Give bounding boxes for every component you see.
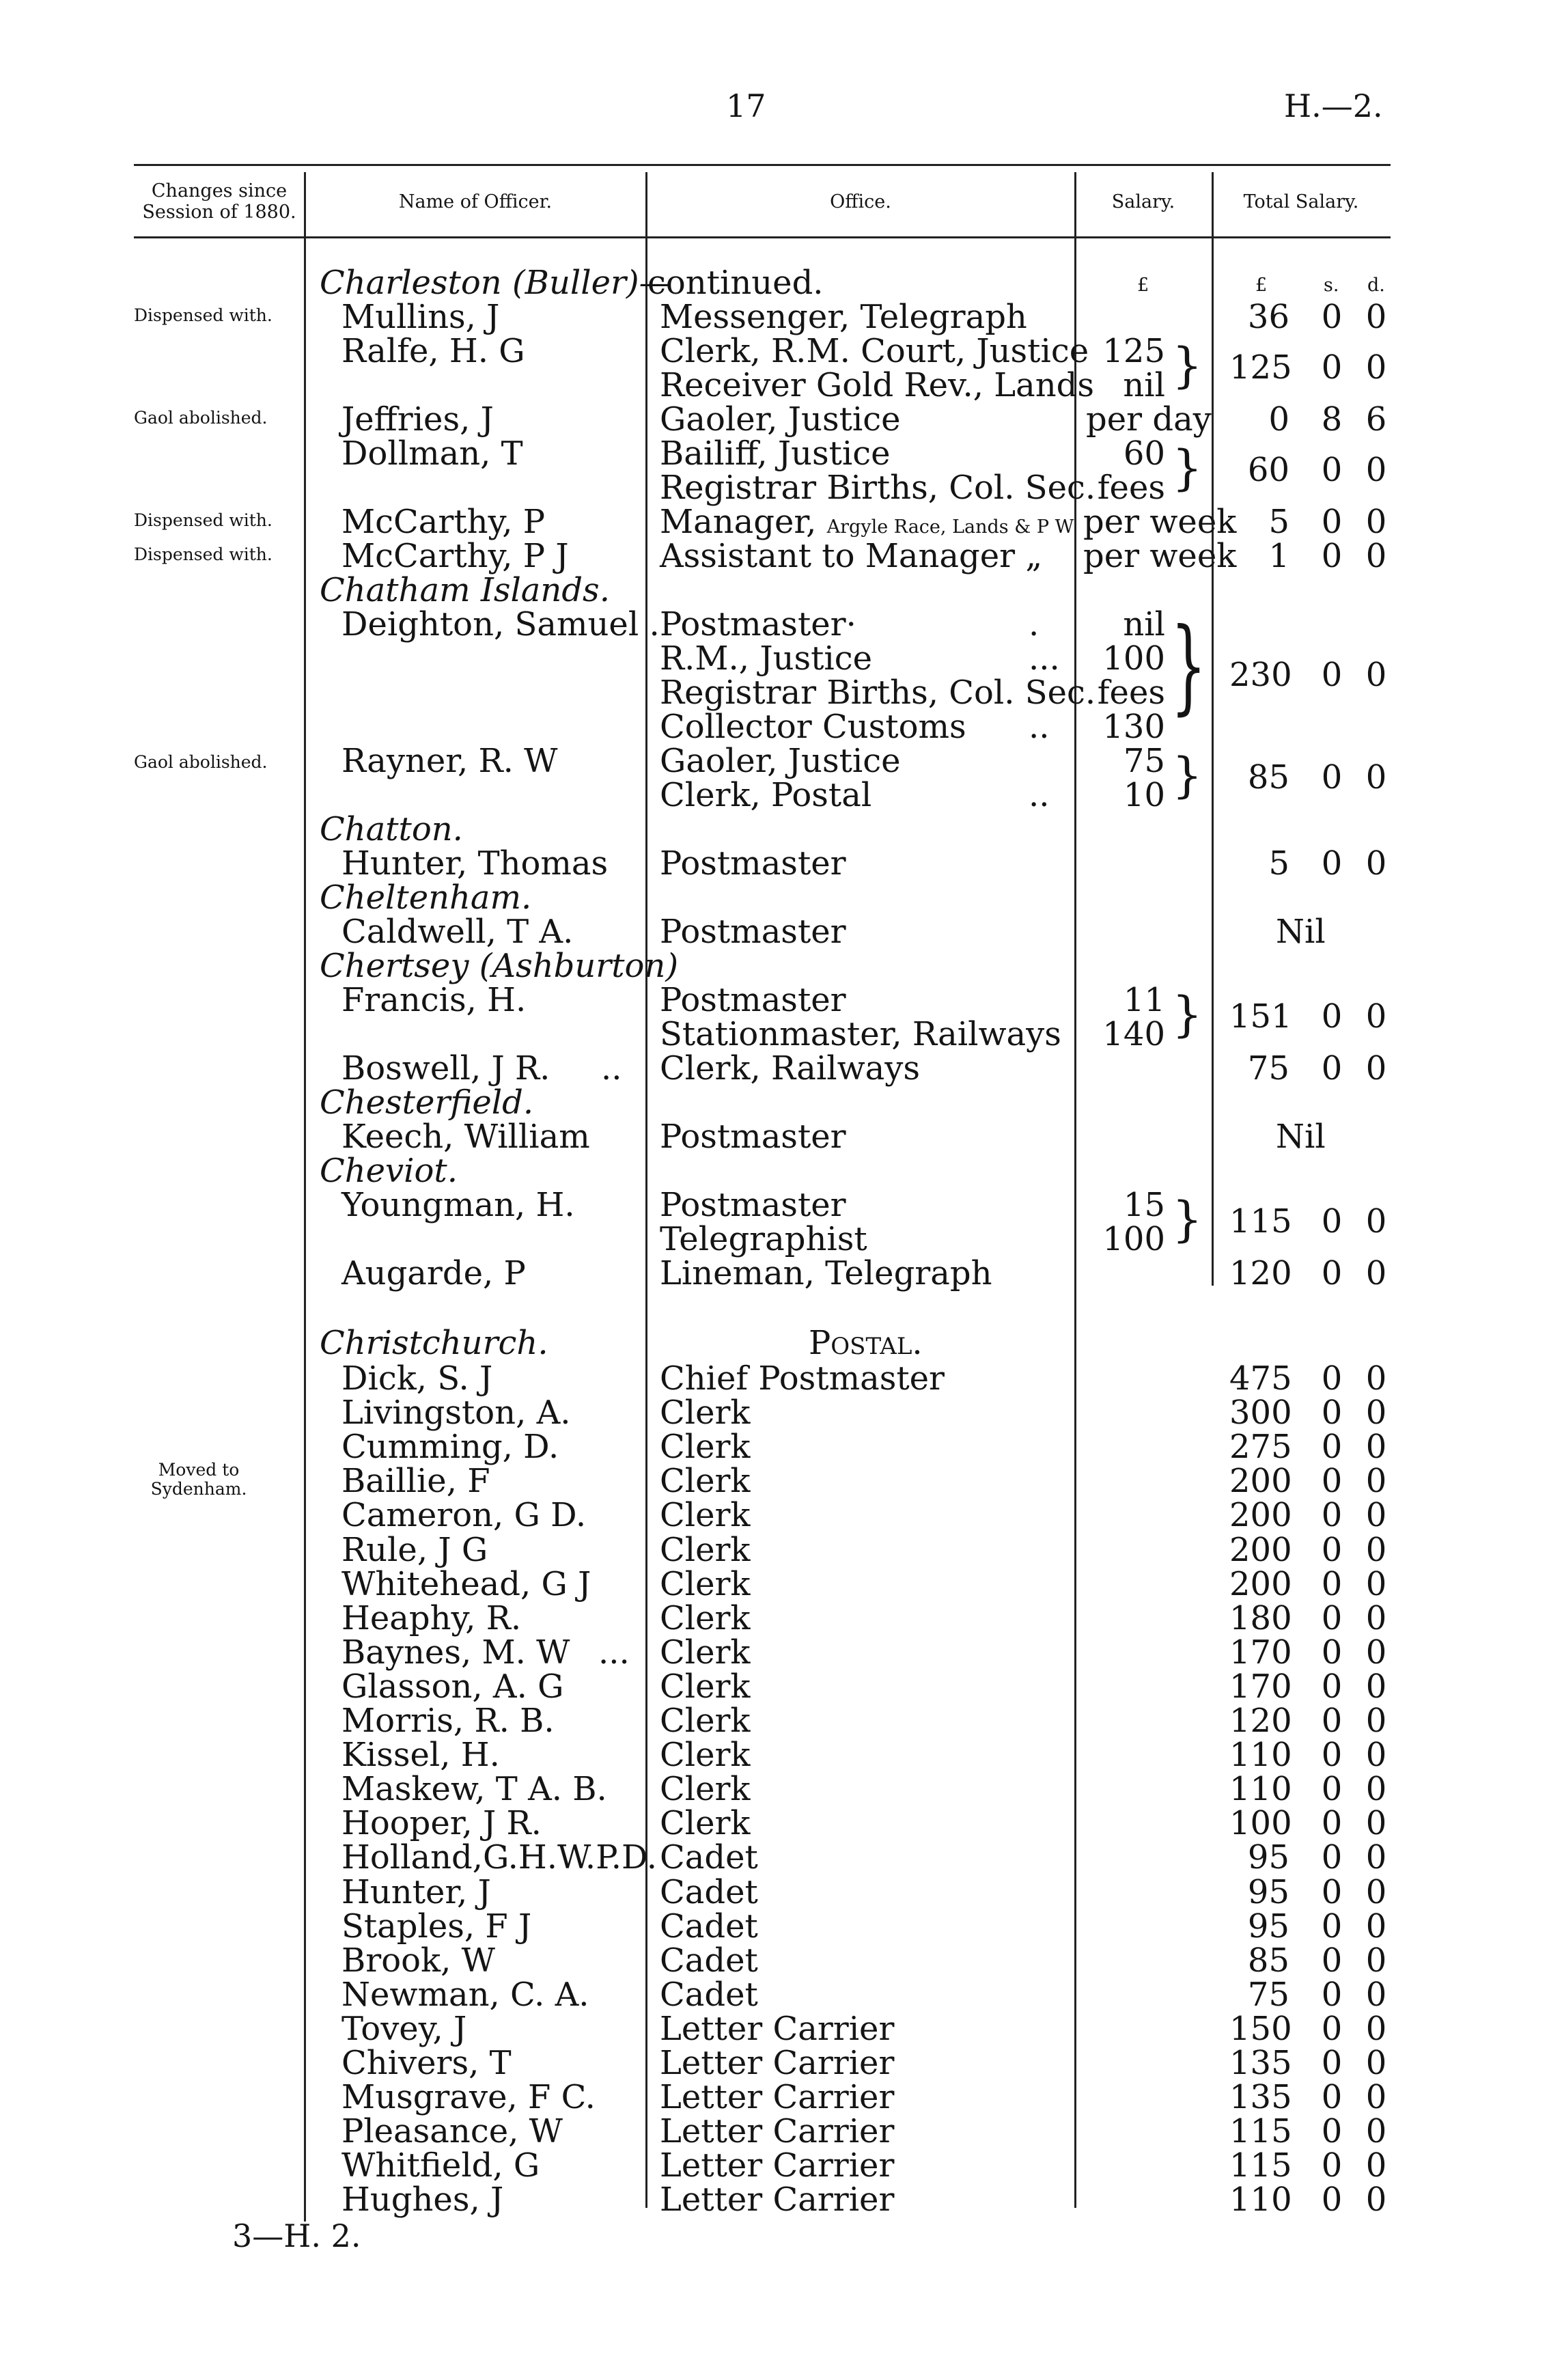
officer-name: Holland,G.H.W.P.D.	[341, 1838, 658, 1877]
col-office-heading: Office.	[830, 191, 891, 212]
total-shillings: 0	[1321, 1838, 1343, 1877]
officer-name: Musgrave, F C.	[341, 2078, 596, 2116]
total-pounds: 135	[1229, 2078, 1292, 2116]
total-shillings: 0	[1321, 503, 1343, 541]
officer-name: McCarthy, P	[341, 503, 546, 541]
total-pence: 0	[1365, 1202, 1387, 1241]
office: Messenger, Telegraph	[660, 298, 1027, 336]
column-divider-salary	[1212, 172, 1214, 1286]
total-shillings: 0	[1321, 1531, 1343, 1569]
salary-pound-symbol: £	[1137, 275, 1149, 296]
salary: 130	[1102, 708, 1165, 746]
pence-symbol: d.	[1367, 275, 1385, 296]
total-shillings: 0	[1321, 1428, 1343, 1466]
office: Postmaster·	[660, 605, 856, 644]
total-pounds: 95	[1247, 1907, 1289, 1946]
total-shillings: 0	[1321, 1202, 1343, 1241]
officer-name: Boswell, J R.	[341, 1049, 550, 1088]
officer-name: Morris, R. B.	[341, 1702, 555, 1740]
col-name-heading: Name of Officer.	[398, 191, 553, 212]
total-pence: 0	[1365, 997, 1387, 1036]
leader-dots: ...	[598, 1633, 630, 1672]
change-note: Dispensed with.	[134, 510, 273, 530]
total-pounds: 120	[1229, 1254, 1292, 1292]
salary: 100	[1102, 639, 1165, 678]
total-shillings: 0	[1321, 1049, 1343, 1088]
total-pence: 0	[1365, 503, 1387, 541]
office: Clerk	[660, 1668, 751, 1706]
total-pounds: 95	[1247, 1838, 1289, 1877]
total-pounds: 180	[1229, 1599, 1292, 1637]
total-pence: 0	[1365, 2010, 1387, 2048]
section-heading: Christchurch.	[320, 1324, 548, 1362]
column-divider-changes	[304, 172, 306, 2222]
total-pounds: 75	[1247, 1049, 1289, 1088]
total-shillings: 0	[1321, 537, 1343, 575]
salary: 11	[1123, 981, 1165, 1019]
total-pounds: 150	[1229, 2010, 1292, 2048]
total-pence: 0	[1365, 1565, 1387, 1603]
salary: 75	[1123, 742, 1165, 780]
total-shillings: 0	[1321, 2044, 1343, 2082]
total-pounds: 110	[1229, 1736, 1292, 1774]
office: Clerk	[660, 1531, 751, 1569]
total-pence: 0	[1365, 758, 1387, 797]
officer-name: Cameron, G D.	[341, 1496, 587, 1534]
officer-name: Baynes, M. W	[341, 1633, 570, 1672]
total-pounds: 135	[1229, 2044, 1292, 2082]
report-code: H.—2.	[1284, 87, 1383, 124]
office: Postmaster	[660, 1118, 846, 1156]
total-pence: 0	[1365, 2112, 1387, 2150]
office: Letter Carrier	[660, 2181, 895, 2219]
total-pounds: 275	[1229, 1428, 1292, 1466]
total-shillings: 0	[1321, 997, 1343, 1036]
total-shillings: 0	[1321, 2146, 1343, 2185]
total-pence: 0	[1365, 1838, 1387, 1877]
total-pence: 0	[1365, 298, 1387, 336]
total-shillings: 0	[1321, 451, 1343, 489]
total-pence: 0	[1365, 2181, 1387, 2219]
officer-name: Maskew, T A. B.	[341, 1770, 607, 1808]
salary: 15	[1123, 1186, 1165, 1224]
officer-name: Augarde, P	[341, 1254, 526, 1292]
total-pence: 0	[1365, 451, 1387, 489]
office: Postmaster	[660, 1186, 846, 1224]
office: Stationmaster, Railways	[660, 1015, 1061, 1053]
total-pence: 0	[1365, 1976, 1387, 2014]
total-pence: 6	[1365, 400, 1387, 439]
office: Telegraphist	[660, 1220, 867, 1258]
salary: per day	[1086, 400, 1212, 439]
officer-name: Whitehead, G J	[341, 1565, 591, 1603]
officer-name: Cumming, D.	[341, 1428, 559, 1466]
total-pence: 0	[1365, 348, 1387, 387]
office: Cadet	[660, 1976, 758, 2014]
total-pounds: 110	[1229, 2181, 1292, 2219]
officer-name: Caldwell, T A.	[341, 913, 574, 951]
office: Chief Postmaster	[660, 1359, 945, 1398]
header-bottom-rule	[134, 236, 1391, 238]
brace-icon: }	[1172, 1191, 1203, 1247]
office: Cadet	[660, 1873, 758, 1911]
total-shillings: 0	[1321, 1976, 1343, 2014]
office: Assistant to Manager „	[660, 537, 1043, 575]
total-pounds: 75	[1247, 1976, 1289, 2014]
officer-name: Francis, H.	[341, 981, 527, 1019]
total-pence: 0	[1365, 1462, 1387, 1500]
officer-name: McCarthy, P J	[341, 537, 569, 575]
total-pounds: 36	[1247, 298, 1289, 336]
officer-name: Staples, F J	[341, 1907, 532, 1946]
total-pence: 0	[1365, 1599, 1387, 1637]
total-shillings: 0	[1321, 1394, 1343, 1432]
officer-name: Hunter, J	[341, 1873, 491, 1911]
officer-name: Chivers, T	[341, 2044, 512, 2082]
officer-name: Livingston, A.	[341, 1394, 571, 1432]
total-pounds: 60	[1247, 451, 1289, 489]
total-pence: 0	[1365, 1254, 1387, 1292]
salary: per week	[1083, 537, 1237, 575]
total-shillings: 0	[1321, 2112, 1343, 2150]
total-pence: 0	[1365, 1633, 1387, 1672]
office	[660, 503, 1074, 541]
total-shillings: 0	[1321, 348, 1343, 387]
col-changes-heading: Changes since Session of 1880.	[142, 180, 296, 223]
total-pence: 0	[1365, 1049, 1387, 1088]
total-shillings: 0	[1321, 1633, 1343, 1672]
officer-name: Jeffries, J	[341, 400, 494, 439]
leader-dots: ..	[1029, 708, 1050, 746]
salary: 100	[1102, 1220, 1165, 1258]
header-top-rule	[134, 164, 1391, 166]
total-pounds: 170	[1229, 1668, 1292, 1706]
total-pence: 0	[1365, 844, 1387, 883]
office: Clerk	[660, 1462, 751, 1500]
officer-name: Mullins, J	[341, 298, 500, 336]
total-pence: 0	[1365, 1531, 1387, 1569]
office: Letter Carrier	[660, 2044, 895, 2082]
total-pounds: 115	[1229, 1202, 1292, 1241]
total-pounds: 110	[1229, 1770, 1292, 1808]
page-number: 17	[726, 87, 766, 124]
total-shillings: 0	[1321, 1254, 1343, 1292]
total-pounds: 5	[1268, 503, 1289, 541]
total-shillings: 0	[1321, 2010, 1343, 2048]
section-heading: Cheviot.	[320, 1152, 458, 1190]
salary: fees	[1097, 469, 1165, 507]
total-pence: 0	[1365, 2078, 1387, 2116]
total-pence: 0	[1365, 2044, 1387, 2082]
salary: 60	[1123, 434, 1165, 473]
total-shillings: 0	[1321, 1702, 1343, 1740]
leader-dots: .	[1029, 605, 1039, 644]
section-continued: continued.	[647, 264, 824, 302]
office: Collector Customs	[660, 708, 966, 746]
office: Letter Carrier	[660, 2112, 895, 2150]
brace-icon: }	[1171, 607, 1207, 725]
officer-name: Whitfield, G	[341, 2146, 540, 2185]
salary: 125	[1102, 332, 1165, 370]
officer-name: Hughes, J	[341, 2181, 504, 2219]
office: Letter Carrier	[660, 2078, 895, 2116]
officer-name: Tovey, J	[341, 2010, 467, 2048]
office: Clerk	[660, 1736, 751, 1774]
office-detail: Argyle Race, Lands & P W	[826, 516, 1074, 538]
total-pence: 0	[1365, 1428, 1387, 1466]
office: Clerk	[660, 1702, 751, 1740]
office: Clerk	[660, 1633, 751, 1672]
office: R.M., Justice	[660, 639, 873, 678]
officer-name: Ralfe, H. G	[341, 332, 525, 370]
total-pounds: 300	[1229, 1394, 1292, 1432]
total-pounds: 230	[1229, 656, 1292, 694]
officer-name: Dollman, T	[341, 434, 523, 473]
brace-icon: }	[1172, 986, 1203, 1042]
total-pence: 0	[1365, 1394, 1387, 1432]
total-pounds: 1	[1268, 537, 1289, 575]
office: Postmaster	[660, 913, 846, 951]
total-pence: 0	[1365, 1736, 1387, 1774]
brace-icon: }	[1172, 747, 1203, 803]
leader-dots: ..	[1029, 776, 1050, 814]
total-pounds: 85	[1247, 1941, 1289, 1980]
officer-name: Newman, C. A.	[341, 1976, 589, 2014]
officer-name: Rayner, R. W	[341, 742, 558, 780]
total-shillings: 0	[1321, 1770, 1343, 1808]
brace-icon: }	[1172, 440, 1203, 496]
total-shillings: 0	[1321, 1496, 1343, 1534]
officer-name: Hooper, J R.	[341, 1804, 542, 1842]
total-shillings: 0	[1321, 1599, 1343, 1637]
office: Gaoler, Justice	[660, 742, 901, 780]
total-pounds: 100	[1229, 1804, 1292, 1842]
total-pound-symbol: £	[1255, 275, 1268, 296]
total-shillings: 0	[1321, 2181, 1343, 2219]
change-note: Dispensed with.	[134, 544, 273, 564]
total-pounds: 120	[1229, 1702, 1292, 1740]
col-total-heading: Total Salary.	[1243, 191, 1359, 212]
office: Cadet	[660, 1907, 758, 1946]
office: Gaoler, Justice	[660, 400, 901, 439]
salary: nil	[1123, 605, 1165, 644]
total-shillings: 0	[1321, 1359, 1343, 1398]
total-pence: 0	[1365, 1668, 1387, 1706]
officer-name: Youngman, H.	[341, 1186, 575, 1224]
total-pounds: 200	[1229, 1462, 1292, 1500]
total-shillings: 0	[1321, 1941, 1343, 1980]
change-note: Moved to Sydenham.	[150, 1460, 247, 1499]
total-shillings: 0	[1321, 2078, 1343, 2116]
office: Clerk, R.M. Court, Justice	[660, 332, 1089, 370]
total-shillings: 0	[1321, 1907, 1343, 1946]
total-pounds: 200	[1229, 1531, 1292, 1569]
shillings-symbol: s.	[1324, 275, 1339, 296]
section-heading: Chatham Islands.	[320, 571, 610, 609]
officer-name: Hunter, Thomas	[341, 844, 609, 883]
total-pounds: 200	[1229, 1496, 1292, 1534]
office: Clerk, Postal	[660, 776, 872, 814]
office: Bailiff, Justice	[660, 434, 891, 473]
salary: 140	[1102, 1015, 1165, 1053]
change-note: Gaol abolished.	[134, 408, 268, 428]
total-pence: 0	[1365, 2146, 1387, 2185]
office: Postmaster	[660, 981, 846, 1019]
officer-name: Kissel, H.	[341, 1736, 500, 1774]
officer-name: Dick, S. J	[341, 1359, 493, 1398]
total-shillings: 8	[1321, 400, 1343, 439]
section-heading: Charleston (Buller)—	[320, 264, 672, 302]
office: Clerk	[660, 1428, 751, 1466]
office: Clerk	[660, 1394, 751, 1432]
office: Clerk	[660, 1770, 751, 1808]
total-shillings: 0	[1321, 298, 1343, 336]
salary: per week	[1083, 503, 1237, 541]
officer-name: Baillie, F	[341, 1462, 490, 1500]
total-pounds: 0	[1268, 400, 1289, 439]
total-pence: 0	[1365, 537, 1387, 575]
total-pounds: 115	[1229, 2112, 1292, 2150]
office: Receiver Gold Rev., Lands	[660, 366, 1094, 404]
officer-name: Pleasance, W	[341, 2112, 563, 2150]
total-shillings: 0	[1321, 1668, 1343, 1706]
salary: nil	[1123, 366, 1165, 404]
officer-name: Heaphy, R.	[341, 1599, 522, 1637]
office: Registrar Births, Col. Sec.	[660, 674, 1096, 712]
total-pounds: 115	[1229, 2146, 1292, 2185]
col-salary-heading: Salary.	[1111, 191, 1175, 212]
section-heading: Chertsey (Ashburton)	[320, 947, 679, 985]
salary: 10	[1123, 776, 1165, 814]
office: Cadet	[660, 1838, 758, 1877]
total-shillings: 0	[1321, 1736, 1343, 1774]
total-pounds: 95	[1247, 1873, 1289, 1911]
office: Clerk	[660, 1565, 751, 1603]
office: Clerk	[660, 1804, 751, 1842]
column-divider-name	[645, 172, 647, 2208]
officer-name: Rule, J G	[341, 1531, 488, 1569]
total-shillings: 0	[1321, 1804, 1343, 1842]
office: Cadet	[660, 1941, 758, 1980]
total-shillings: 0	[1321, 1462, 1343, 1500]
office: Letter Carrier	[660, 2010, 895, 2048]
total-pounds: 125	[1229, 348, 1292, 387]
office-main: Manager,	[660, 503, 817, 541]
total-pence: 0	[1365, 1702, 1387, 1740]
total-pence: 0	[1365, 1873, 1387, 1911]
total-pounds: 200	[1229, 1565, 1292, 1603]
brace-icon: }	[1172, 337, 1203, 393]
total-pounds: 85	[1247, 758, 1289, 797]
leader-dots: ...	[1029, 639, 1060, 678]
officer-name: Keech, William	[341, 1118, 590, 1156]
officer-name: Deighton, Samuel .	[341, 605, 660, 644]
total-pounds: 475	[1229, 1359, 1292, 1398]
office: Clerk	[660, 1496, 751, 1534]
page-footer: 3—H. 2.	[232, 2217, 361, 2254]
section-heading: Chesterfield.	[320, 1083, 534, 1122]
total-pence: 0	[1365, 1941, 1387, 1980]
total-pounds: 5	[1268, 844, 1289, 883]
total-shillings: 0	[1321, 1873, 1343, 1911]
total-pence: 0	[1365, 1907, 1387, 1946]
office: Postmaster	[660, 844, 846, 883]
total-pence: 0	[1365, 1359, 1387, 1398]
department-heading: Postal.	[809, 1324, 923, 1362]
office: Clerk, Railways	[660, 1049, 921, 1088]
change-note: Gaol abolished.	[134, 752, 268, 772]
total-pounds: 170	[1229, 1633, 1292, 1672]
office: Clerk	[660, 1599, 751, 1637]
total-shillings: 0	[1321, 1565, 1343, 1603]
total-shillings: 0	[1321, 844, 1343, 883]
total-pence: 0	[1365, 656, 1387, 694]
office: Letter Carrier	[660, 2146, 895, 2185]
officer-name: Brook, W	[341, 1941, 495, 1980]
total-shillings: 0	[1321, 656, 1343, 694]
change-note: Dispensed with.	[134, 305, 273, 325]
total-nil: Nil	[1276, 913, 1326, 951]
officer-name: Glasson, A. G	[341, 1668, 564, 1706]
office: Lineman, Telegraph	[660, 1254, 992, 1292]
total-shillings: 0	[1321, 758, 1343, 797]
office: Registrar Births, Col. Sec.	[660, 469, 1096, 507]
section-heading: Cheltenham.	[320, 878, 532, 917]
total-nil: Nil	[1276, 1118, 1326, 1156]
leader-dots: ..	[601, 1049, 622, 1088]
total-pence: 0	[1365, 1804, 1387, 1842]
salary: fees	[1097, 674, 1165, 712]
total-pence: 0	[1365, 1496, 1387, 1534]
section-heading: Chatton.	[320, 810, 463, 848]
total-pounds: 151	[1229, 997, 1292, 1036]
total-pence: 0	[1365, 1770, 1387, 1808]
